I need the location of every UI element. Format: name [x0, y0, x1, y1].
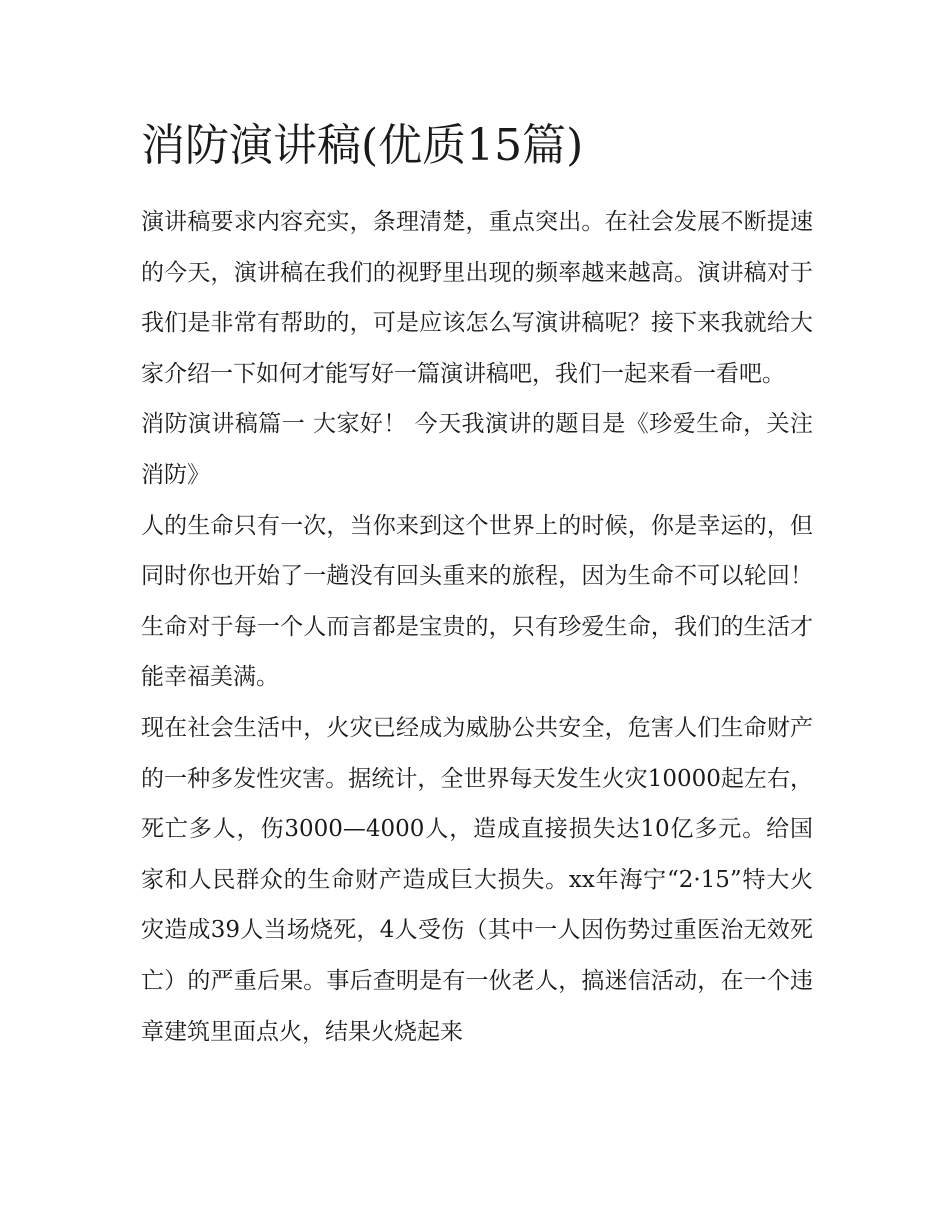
- document-title: 消防演讲稿(优质15篇): [141, 120, 584, 171]
- paragraph-intro: 演讲稿要求内容充实，条理清楚，重点突出。在社会发展不断提速的今天，演讲稿在我们的视野里出现的频率越来越高。演讲稿对于我们是非常有帮助的，可是应该怎么写演讲稿呢？接下来我就给大家介绍一下如何才能写好一篇演讲稿吧，我们一起来看一看吧。: [141, 209, 813, 387]
- paragraph-life: 人的生命只有一次，当你来到这个世界上的时候，你是幸运的，但同时你也开始了一趟没有回头重来的旅程，因为生命不可以轮回！生命对于每一个人而言都是宝贵的，只有珍爱生命，我们的生活才能幸福美满。: [141, 512, 813, 691]
- paragraph-fire-statistics: 现在社会生活中，火灾已经成为威胁公共安全，危害人们生命财产的一种多发性灾害。据统计，全世界每天发生火灾10000起左右，死亡多人，伤3000—4000人，造成直接损失达10亿多元。给国家和人民群众的生命财产造成巨大损失。xx年海宁“2·15”特大火灾造成39人当场烧死，4人受伤（其中一人因伤势过重医治无效死亡）的严重后果。事后查明是有一伙老人，搞迷信活动，在一个违章建筑里面点火，结果火烧起来: [141, 714, 813, 1045]
- paragraph-speech-heading: 消防演讲稿篇一 大家好！ 今天我演讲的题目是《珍爱生命，关注消防》: [141, 411, 813, 488]
- document-body: [141, 197, 813, 1057]
